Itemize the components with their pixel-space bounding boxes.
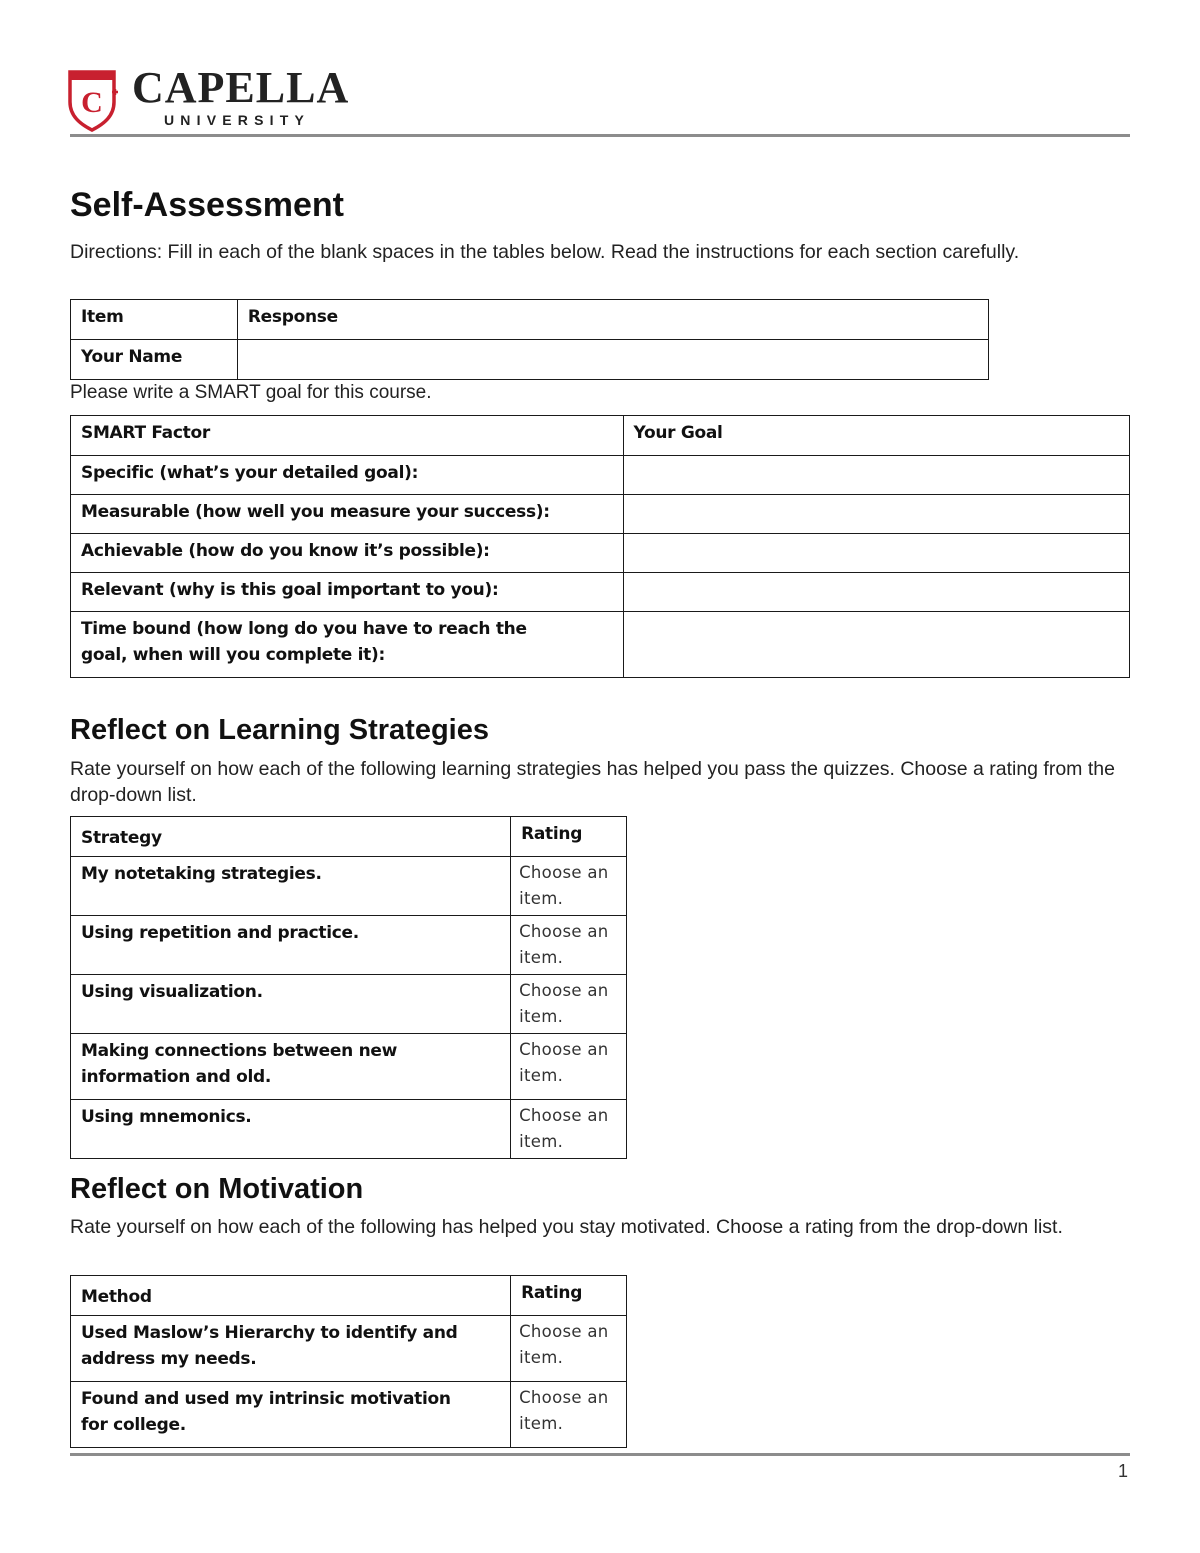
header-cell-response: Response bbox=[237, 300, 988, 340]
header-cell-rating: Rating bbox=[511, 817, 627, 857]
crest-letter: C bbox=[81, 86, 103, 119]
smart-factor-relevant: Relevant (why is this goal important to you): bbox=[71, 573, 624, 612]
learning-strategies-description: Rate yourself on how each of the following learning strategies has helped you pass the quizzes. Choose a rating from the drop-down list. bbox=[70, 758, 1115, 806]
smart-factor-achievable: Achievable (how do you know it’s possible): bbox=[71, 534, 624, 573]
table-header-row bbox=[71, 416, 1130, 456]
goal-field-relevant[interactable] bbox=[623, 573, 1129, 612]
table-row bbox=[71, 1382, 627, 1448]
rating-dropdown[interactable]: Choose an item. bbox=[511, 857, 627, 916]
method-label: Found and used my intrinsic motivation for college. bbox=[71, 1382, 511, 1448]
table-row bbox=[71, 573, 1130, 612]
crest-icon bbox=[68, 68, 124, 132]
table-row bbox=[71, 857, 627, 916]
smart-goal-table bbox=[70, 415, 1130, 678]
info-table bbox=[70, 299, 989, 380]
your-name-field[interactable] bbox=[237, 340, 988, 380]
footer-rule bbox=[70, 1453, 1130, 1456]
learning-strategies-heading: Reflect on Learning Strategies bbox=[70, 714, 489, 746]
smart-factor-specific: Specific (what’s your detailed goal): bbox=[71, 456, 624, 495]
table-header-row bbox=[71, 1276, 627, 1316]
table-header-row bbox=[71, 300, 989, 340]
goal-field-achievable[interactable] bbox=[623, 534, 1129, 573]
goal-field-time-bound[interactable] bbox=[623, 612, 1129, 678]
strategy-label: Using visualization. bbox=[71, 975, 511, 1034]
rating-dropdown[interactable]: Choose an item. bbox=[511, 1034, 627, 1100]
logo-subtitle: UNIVERSITY bbox=[164, 112, 311, 128]
motivation-table bbox=[70, 1275, 627, 1448]
table-row bbox=[71, 916, 627, 975]
smart-factor-time-bound: Time bound (how long do you have to reach the goal, when will you complete it): bbox=[71, 612, 624, 678]
smart-prompt: Please write a SMART goal for this course. bbox=[70, 382, 432, 403]
goal-field-measurable[interactable] bbox=[623, 495, 1129, 534]
header-cell-smart-factor: SMART Factor bbox=[71, 416, 624, 456]
motivation-description: Rate yourself on how each of the following has helped you stay motivated. Choose a rating from the drop-down list. bbox=[70, 1216, 1063, 1238]
strategy-label: Making connections between new information and old. bbox=[71, 1034, 511, 1100]
table-row bbox=[71, 1034, 627, 1100]
rating-dropdown[interactable]: Choose an item. bbox=[511, 1100, 627, 1159]
motivation-heading: Reflect on Motivation bbox=[70, 1173, 364, 1205]
table-row bbox=[71, 1316, 627, 1382]
header-cell-your-goal: Your Goal bbox=[623, 416, 1129, 456]
header-cell-strategy: Strategy bbox=[71, 817, 511, 857]
directions-text: Directions: Fill in each of the blank spaces in the tables below. Read the instructions for each section carefully. bbox=[70, 241, 1020, 263]
table-row bbox=[71, 340, 989, 380]
logo-wordmark: CAPELLA bbox=[132, 63, 350, 112]
page-number: 1 bbox=[1117, 1461, 1128, 1481]
table-row bbox=[71, 612, 1130, 678]
learning-strategies-table bbox=[70, 816, 627, 1159]
rating-dropdown[interactable]: Choose an item. bbox=[511, 1316, 627, 1382]
header-rule bbox=[70, 134, 1130, 137]
rating-dropdown[interactable]: Choose an item. bbox=[511, 1382, 627, 1448]
row-label-your-name: Your Name bbox=[71, 340, 238, 380]
table-row bbox=[71, 1100, 627, 1159]
strategy-label: Using repetition and practice. bbox=[71, 916, 511, 975]
page-title: Self-Assessment bbox=[70, 186, 345, 224]
table-row bbox=[71, 534, 1130, 573]
smart-factor-measurable: Measurable (how well you measure your success): bbox=[71, 495, 624, 534]
table-row bbox=[71, 456, 1130, 495]
table-row bbox=[71, 495, 1130, 534]
table-row bbox=[71, 975, 627, 1034]
header-cell-method: Method bbox=[71, 1276, 511, 1316]
capella-logo bbox=[68, 63, 368, 132]
table-header-row bbox=[71, 817, 627, 857]
header-cell-rating: Rating bbox=[511, 1276, 627, 1316]
strategy-label: My notetaking strategies. bbox=[71, 857, 511, 916]
rating-dropdown[interactable]: Choose an item. bbox=[511, 975, 627, 1034]
rating-dropdown[interactable]: Choose an item. bbox=[511, 916, 627, 975]
header-cell-item: Item bbox=[71, 300, 238, 340]
strategy-label: Using mnemonics. bbox=[71, 1100, 511, 1159]
goal-field-specific[interactable] bbox=[623, 456, 1129, 495]
method-label: Used Maslow’s Hierarchy to identify and address my needs. bbox=[71, 1316, 511, 1382]
